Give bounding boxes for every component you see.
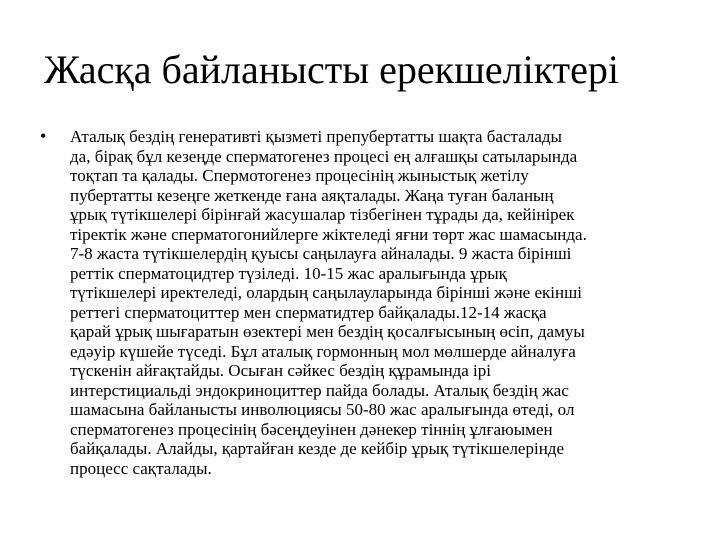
paragraph-line: қарай ұрық шығаратын өзектері мен бездің қосалғысының өсіп, дамуы — [70, 322, 585, 341]
bullet-paragraph — [70, 127, 700, 478]
slide-title: Жасқа байланысты ерекшеліктері — [44, 47, 619, 92]
bullet-item — [40, 127, 700, 478]
paragraph-line: реттік сперматоцидтер түзіледі. 10-15 жас аралығында ұрық — [70, 263, 507, 283]
paragraph-line: тоқтап та қалады. Спермотогенез процесінің жыныстық жетілу — [70, 166, 529, 185]
bullet-marker: • — [40, 126, 47, 146]
paragraph-line: интерстициальді эндокриноциттер пайда болады. Аталық бездің жас — [70, 380, 569, 400]
paragraph-line: едәуір күшейе түседі. Бұл аталық гормонның мол мөлшерде айналуға — [70, 341, 576, 361]
paragraph-line: да, бірақ бұл кезеңде сперматогенез процесі ең алғашқы сатыларында — [70, 146, 578, 166]
paragraph-line: түтікшелері иректеледі, олардың саңылауларында бірінші және екінші — [70, 283, 582, 302]
paragraph-line: шамасына байланысты инволюциясы 50-80 жас аралығында өтеді, ол — [70, 400, 575, 419]
bullet-list — [40, 127, 700, 478]
paragraph-line: реттегі сперматоциттер мен сперматидтер байқалады.12-14 жасқа — [70, 302, 547, 322]
paragraph-line: Аталық бездің генеративті қызметі препубертатты шақта басталады — [70, 127, 562, 146]
paragraph-line: пубертатты кезеңге жеткенде ғана аяқталады. Жаңа туған баланың — [70, 185, 554, 205]
paragraph-line: байқалады. Алайды, қартайған кезде де кейбір ұрық түтікшелерінде — [70, 439, 564, 458]
paragraph-line: түскенін айғақтайды. Осыған сәйкес бездің құрамында ірі — [70, 361, 491, 380]
paragraph-line: 7-8 жаста түтікшелердің қуысы саңылауға айналады. 9 жаста бірінші — [70, 244, 572, 263]
paragraph-line: процесс сақталады. — [70, 458, 212, 478]
paragraph-line: ұрық түтікшелері бірінғай жасушалар тізбегінен тұрады да, кейінірек — [70, 205, 575, 224]
paragraph-line: тіректік және сперматогонийлерге жіктеледі яғни төрт жас шамасында. — [70, 224, 587, 244]
paragraph-line: сперматогенез процесінің бәсеңдеуінен дәнекер тіннің ұлғаюымен — [70, 419, 553, 439]
